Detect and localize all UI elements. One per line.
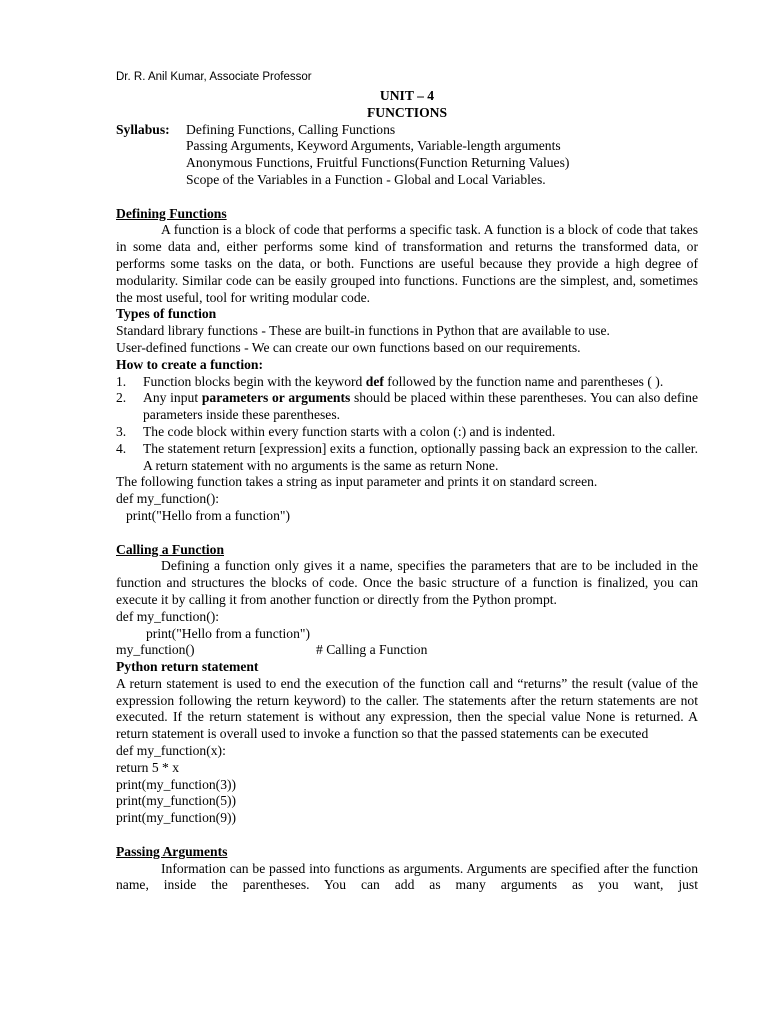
syllabus-item: Defining Functions, Calling Functions — [186, 121, 396, 137]
list-text: The statement return [expression] exits a function, optionally passing back an expression to the caller. A return statement with no arguments is the same as return None. — [143, 440, 698, 473]
keyword-parameters: parameters or arguments — [201, 390, 351, 406]
list-number: 2. — [116, 390, 127, 406]
list-text: should be placed within these parentheses. You can also define parameters inside these parentheses. — [143, 390, 698, 423]
create-steps-list — [116, 374, 698, 475]
page-title: FUNCTIONS — [366, 104, 448, 120]
list-text: The code block within every function starts with a colon (:) and is indented. — [143, 423, 556, 439]
section-heading-create: How to create a function: — [116, 356, 263, 372]
code-line: def my_function(x): — [116, 743, 226, 759]
section-heading-defining: Defining Functions — [116, 205, 227, 221]
syllabus-label: Syllabus: — [116, 121, 170, 137]
section-heading-return: Python return statement — [116, 659, 259, 675]
calling-paragraph: Defining a function only gives it a name, specifies the parameters that are to be included in the function and structures the blocks of code. Once the basic structure of a function is finalized, you can execute it by calling it from another function or directly from the Python prompt. — [116, 558, 698, 607]
section-heading-calling: Calling a Function — [116, 541, 225, 557]
passing-paragraph: Information can be passed into functions as arguments. Arguments are specified after the function name, inside the parentheses. You can add as many arguments as you want, just — [116, 860, 698, 893]
code-comment: # Calling a Function — [316, 642, 428, 658]
list-item — [116, 390, 698, 424]
code-line: print("Hello from a function") — [146, 625, 310, 641]
syllabus-item: Anonymous Functions, Fruitful Functions(Function Returning Values) — [186, 155, 570, 171]
types-line-user: User-defined functions - We can create our own functions based on our requirements. — [116, 339, 581, 355]
code-line: print(my_function(5)) — [116, 793, 237, 809]
code-line: print("Hello from a function") — [126, 507, 290, 523]
code-line: my_function() — [116, 642, 195, 658]
list-number: 4. — [116, 440, 127, 456]
code-line: def my_function(): — [116, 608, 220, 624]
code-line: def my_function(): — [116, 491, 220, 507]
code-line: return 5 * x — [116, 759, 180, 775]
list-item — [116, 424, 698, 441]
code-line: print(my_function(3)) — [116, 776, 237, 792]
section-heading-passing: Passing Arguments — [116, 843, 228, 859]
create-after-text: The following function takes a string as input parameter and prints it on standard screen. — [116, 474, 598, 490]
code-line: print(my_function(9)) — [116, 810, 237, 826]
syllabus-item: Passing Arguments, Keyword Arguments, Variable-length arguments — [186, 138, 561, 154]
types-line-standard: Standard library functions - These are built-in functions in Python that are available to use. — [116, 323, 610, 339]
author-line: Dr. R. Anil Kumar, Associate Professor — [116, 71, 312, 83]
syllabus — [116, 122, 698, 189]
list-text: followed by the function name and parentheses ( ). — [383, 373, 664, 389]
list-text: Function blocks begin with the keyword — [143, 373, 366, 389]
code-call-row — [116, 642, 698, 659]
unit-title: UNIT – 4 — [379, 88, 435, 103]
return-paragraph: A return statement is used to end the execution of the function call and “returns” the result (value of the expression following the return keyword) to the caller. The statements after the return statements are not executed. If the return statement is without any expression, then the special value None is returned. A return statement is overall used to invoke a function so that the passed statements can be executed — [116, 675, 698, 742]
syllabus-items — [186, 122, 698, 189]
defining-paragraph: A function is a block of code that performs a specific task. A function is a block of code that takes in some data and, either performs some kind of transformation and returns the transformed data, or performs some tasks on the data, or both. Functions are useful because they provide a high degree of modularity. Similar code can be easily grouped into functions. Functions are the simplest, and, sometimes the most useful, tool for writing modular code. — [116, 222, 698, 305]
section-heading-types: Types of function — [116, 306, 217, 322]
list-number: 3. — [116, 423, 127, 439]
syllabus-item: Scope of the Variables in a Function - Global and Local Variables. — [186, 171, 546, 187]
list-item — [116, 374, 698, 391]
list-item — [116, 441, 698, 475]
list-text: Any input — [143, 390, 202, 406]
keyword-def: def — [365, 373, 384, 389]
list-number: 1. — [116, 373, 127, 389]
